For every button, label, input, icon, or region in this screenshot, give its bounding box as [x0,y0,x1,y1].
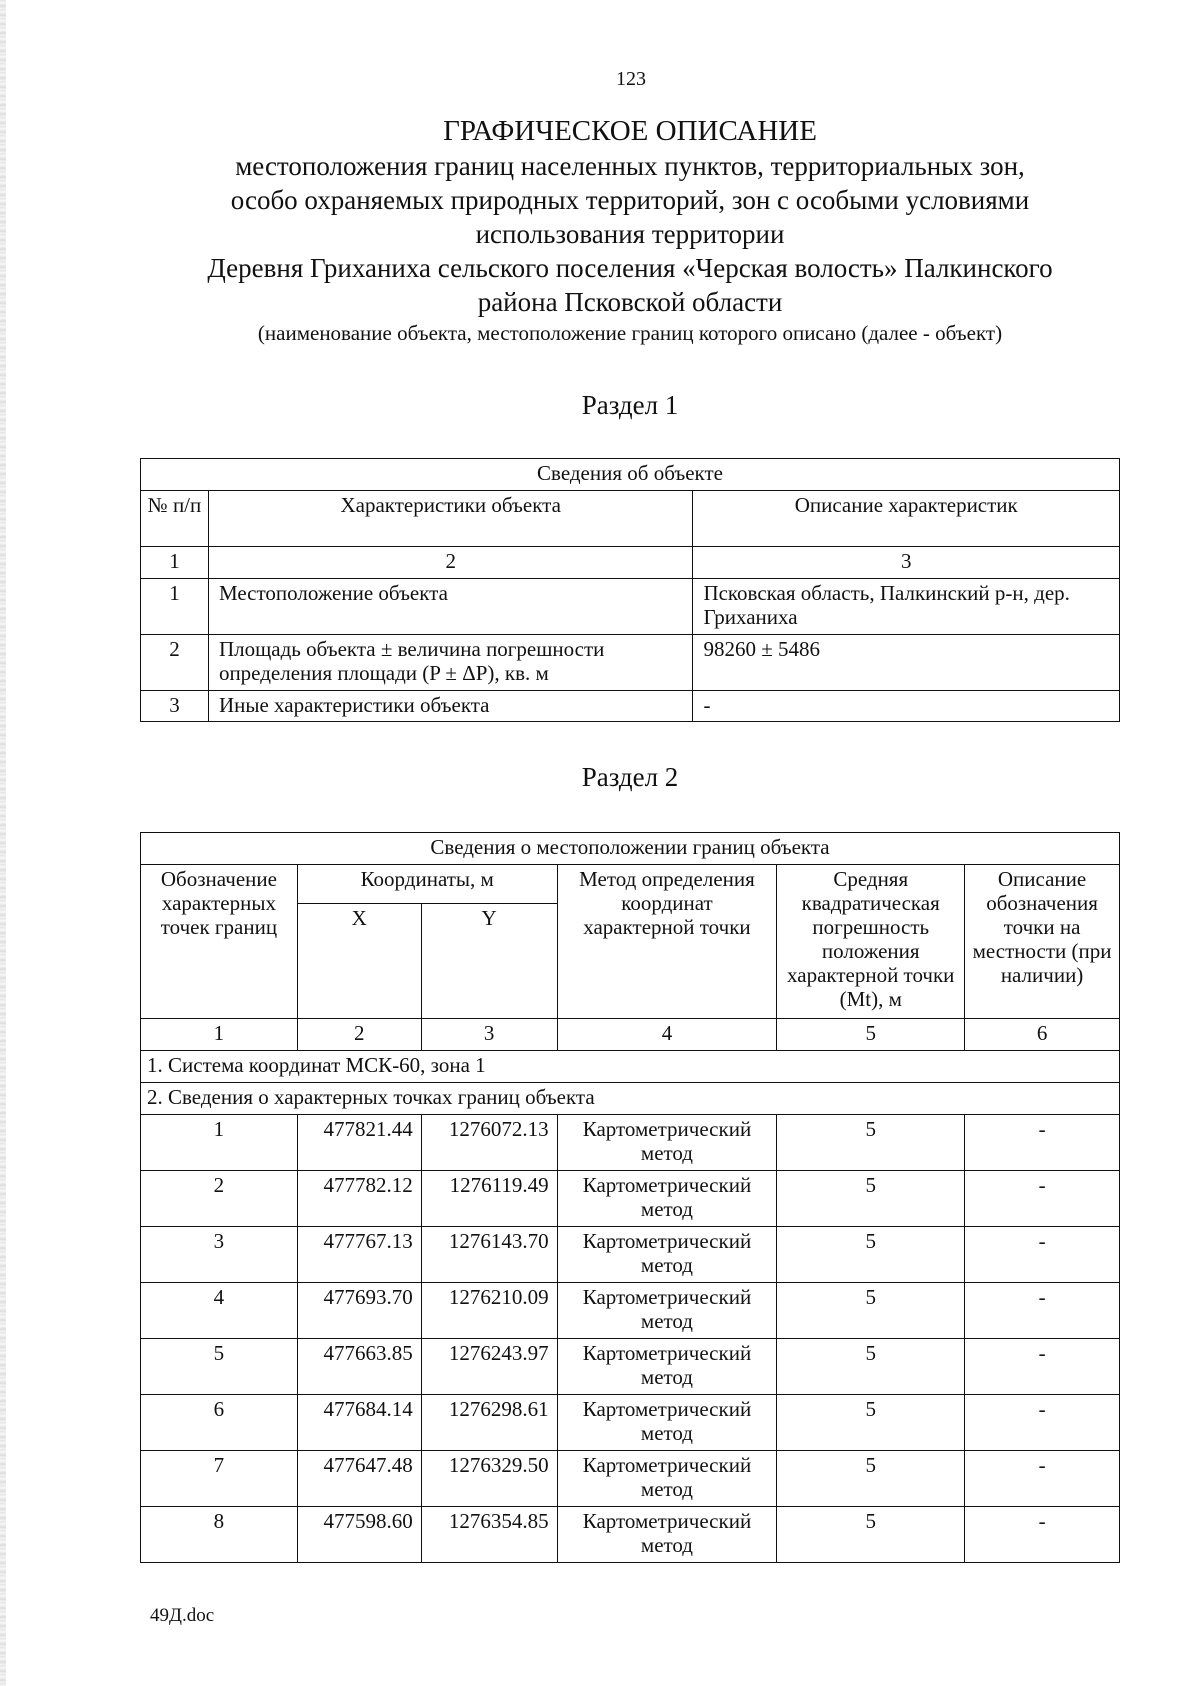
coord-system: 1. Система координат МСК-60, зона 1 [141,1051,1120,1083]
column-number: 1 [141,1019,298,1051]
point-x: 477767.13 [297,1227,421,1283]
point-method: Картометрический метод [557,1115,777,1171]
table-row [141,1115,1120,1171]
table-row [141,1227,1120,1283]
column-header-error: Средняя квадратическая погрешность положения характерной точки (Mt), м [777,865,965,1019]
column-header: Описание характеристик [693,491,1120,547]
point-method: Картометрический метод [557,1451,777,1507]
point-error: 5 [777,1507,965,1563]
point-x: 477663.85 [297,1339,421,1395]
point-method: Картометрический метод [557,1227,777,1283]
column-number: 2 [208,547,693,579]
point-x: 477693.70 [297,1283,421,1339]
point-y: 1276298.61 [421,1395,557,1451]
table-row [141,579,1120,635]
point-y: 1276354.85 [421,1507,557,1563]
point-error: 5 [777,1395,965,1451]
characteristic-value: 98260 ± 5486 [693,635,1120,691]
page-number: 123 [616,68,646,90]
point-method: Картометрический метод [557,1283,777,1339]
point-error: 5 [777,1451,965,1507]
file-name-footer: 49Д.doc [150,1605,215,1626]
object-note: (наименование объекта, местоположение границ которого описано (далее - объект) [257,321,1003,345]
table-caption: Сведения о местоположении границ объекта [141,833,1120,865]
point-error: 5 [777,1339,965,1395]
section-1-title: Раздел 1 [581,390,679,420]
scan-edge [0,0,6,1686]
column-header: № п/п [141,491,209,547]
points-caption: 2. Сведения о характерных точках границ объекта [141,1083,1120,1115]
column-header-method: Метод определения координат характерной точки [557,865,777,1019]
point-method: Картометрический метод [557,1339,777,1395]
point-id: 8 [141,1507,298,1563]
point-y: 1276072.13 [421,1115,557,1171]
row-number: 3 [141,691,209,722]
table-row [141,1283,1120,1339]
object-info-table [140,458,1120,722]
point-x: 477821.44 [297,1115,421,1171]
point-description: - [965,1395,1120,1451]
subtitle-line-2: особо охраняемых природных территорий, зон с особыми условиями [230,185,1030,215]
point-y: 1276329.50 [421,1451,557,1507]
boundary-points-table [140,832,1120,1563]
point-method: Картометрический метод [557,1507,777,1563]
subtitle-line-3: использования территории [475,219,785,249]
object-name-line-1: Деревня Гриханиха сельского поселения «Черская волость» Палкинского [207,253,1053,283]
point-id: 4 [141,1283,298,1339]
point-x: 477598.60 [297,1507,421,1563]
point-x: 477684.14 [297,1395,421,1451]
column-number: 3 [693,547,1120,579]
characteristic-name: Местоположение объекта [208,579,693,635]
table-row [141,691,1120,722]
column-header: Характеристики объекта [208,491,693,547]
column-header-description: Описание обозначения точки на местности (при наличии) [965,865,1120,1019]
column-number: 2 [297,1019,421,1051]
point-method: Картометрический метод [557,1171,777,1227]
column-number: 5 [777,1019,965,1051]
point-description: - [965,1227,1120,1283]
point-x: 477647.48 [297,1451,421,1507]
point-error: 5 [777,1171,965,1227]
point-description: - [965,1339,1120,1395]
point-error: 5 [777,1227,965,1283]
column-header-x: X [297,904,421,1019]
column-header-coords: Координаты, м [297,865,557,904]
point-error: 5 [777,1115,965,1171]
object-name-line-2: района Псковской области [477,287,783,317]
point-id: 6 [141,1395,298,1451]
point-id: 2 [141,1171,298,1227]
table-row [141,1171,1120,1227]
document-title: ГРАФИЧЕСКОЕ ОПИСАНИЕ [443,115,817,147]
column-number: 1 [141,547,209,579]
point-y: 1276143.70 [421,1227,557,1283]
point-method: Картометрический метод [557,1395,777,1451]
point-y: 1276210.09 [421,1283,557,1339]
point-y: 1276119.49 [421,1171,557,1227]
column-number: 4 [557,1019,777,1051]
table-row [141,635,1120,691]
column-header-y: Y [421,904,557,1019]
row-number: 2 [141,635,209,691]
section-2-title: Раздел 2 [581,762,679,792]
document-heading [140,113,1120,347]
subtitle-line-1: местоположения границ населенных пунктов, территориальных зон, [235,151,1025,181]
table-row [141,1339,1120,1395]
point-description: - [965,1115,1120,1171]
table-row [141,1507,1120,1563]
characteristic-value: - [693,691,1120,722]
column-header-points: Обозначение характерных точек границ [141,865,298,1019]
point-id: 3 [141,1227,298,1283]
characteristic-value: Псковская область, Палкинский р-н, дер. Гриханиха [693,579,1120,635]
point-description: - [965,1283,1120,1339]
row-number: 1 [141,579,209,635]
column-number: 6 [965,1019,1120,1051]
column-number: 3 [421,1019,557,1051]
point-id: 5 [141,1339,298,1395]
point-error: 5 [777,1283,965,1339]
point-description: - [965,1507,1120,1563]
point-id: 7 [141,1451,298,1507]
point-id: 1 [141,1115,298,1171]
characteristic-name: Иные характеристики объекта [208,691,693,722]
table-row [141,1395,1120,1451]
point-description: - [965,1171,1120,1227]
point-y: 1276243.97 [421,1339,557,1395]
table-row [141,1451,1120,1507]
table-caption: Сведения об объекте [141,459,1120,491]
point-description: - [965,1451,1120,1507]
characteristic-name: Площадь объекта ± величина погрешности определения площади (P ± ΔP), кв. м [208,635,693,691]
point-x: 477782.12 [297,1171,421,1227]
